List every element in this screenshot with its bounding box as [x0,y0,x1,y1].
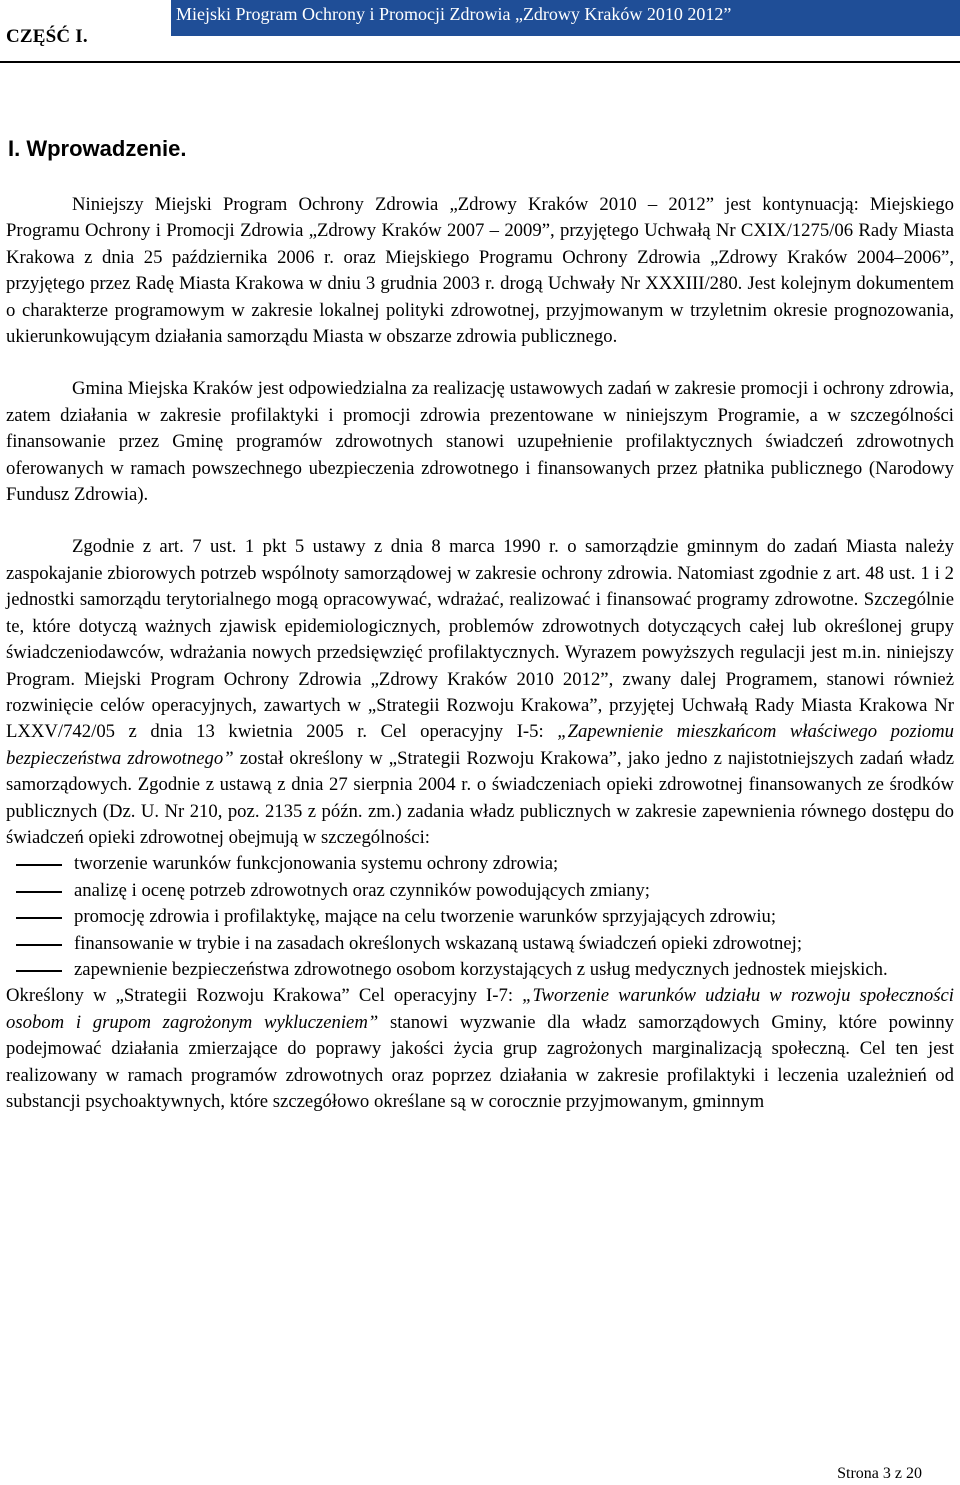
part-label: CZĘŚĆ I. [6,26,88,47]
list-item [6,957,954,983]
list-item-text: analizę i ocenę potrzeb zdrowotnych oraz czynników powodujących zmiany; [74,879,650,901]
paragraph-4-text-a: Określony w „Strategii Rozwoju Krakowa” Cel operacyjny I-7: [6,985,523,1007]
dash-bullet-icon [16,970,62,972]
paragraph-3 [6,534,954,851]
list-item-text: tworzenie warunków funkcjonowania systemu ochrony zdrowia; [74,853,559,875]
section-title: I. Wprowadzenie. [8,136,187,161]
list-item-text: promocję zdrowia i profilaktykę, mające na celu tworzenie warunków sprzyjających zdrowiu; [74,906,777,928]
header-title: Miejski Program Ochrony i Promocji Zdrowia „Zdrowy Kraków 2010 2012” [176,4,732,24]
paragraph-4-text-b: stanowi wyzwanie dla władz samorządowych Gminy, które powinny podejmować działania zmierzające do poprawy jakości życia grup zagrożonych marginalizacją społeczną. Cel ten jest realizowany w ramach programów zdrowotnych oraz poprzez działania w zakresie profilaktyki i leczenia uzależnień od substancji psychoaktywnych, które szczegółowo określane są w corocznie przyjmowanym, gminnym [6,1011,955,1112]
dash-bullet-icon [16,944,62,946]
list-item-text: finansowanie w trybie i na zasadach określonych wskazaną ustawą świadczeń opieki zdrowotnej; [74,932,803,954]
task-list [6,851,954,983]
list-item [6,851,954,877]
page-header [0,0,960,62]
dash-bullet-icon [16,891,62,893]
header-rule [0,61,960,63]
list-item [6,904,954,930]
paragraph-3-emphasis: „Zapewnienie mieszkańcom właściwego poziomu bezpieczeństwa zdrowotnego” [6,721,954,769]
paragraph-4-emphasis: „Tworzenie warunków udziału w rozwoju społeczności osobom i grupom zagrożonym wykluczeniem” [6,985,955,1033]
paragraph-3-text-a: Zgodnie z art. 7 ust. 1 pkt 5 ustawy z dnia 8 marca 1990 r. o samorządzie gminnym do zadań Miasta należy zaspokajanie zbiorowych potrzeb wspólnoty samorządowej w zakresie ochrony zdrowia. Natomiast zgodnie z art. 48 ust. 1 i 2 jednostki samorządu terytorialnego mogą opracowywać, wdrażać, realizować i finansować programy zdrowotne. Szczególnie te, które dotyczą ważnych zjawisk epidemiologicznych, problemów zdrowotnych dotyczących całej lub określonej grupy świadczeniodawców, wdrażania nowych przedsięwzięć profilaktycznych. Wyrazem powyższych regulacji jest m.in. niniejszy Program. Miejski Program Ochrony Zdrowia „Zdrowy Kraków 2010 2012”, zwany dalej Programem, stanowi również rozwinięcie celów operacyjnych, zawartych w „Strategii Rozwoju Krakowa”, przyjętej Uchwałą Rady Miasta Krakowa Nr LXXV/742/05 z dnia 13 kwietnia 2005 r. Cel operacyjny I-5: [6,536,954,743]
dash-bullet-icon [16,864,62,866]
list-item [6,931,954,957]
list-item [6,878,954,904]
page-number: Strona 3 z 20 [837,1465,922,1482]
dash-bullet-icon [16,917,62,919]
paragraph-4 [6,983,954,1115]
paragraph-2: Gmina Miejska Kraków jest odpowiedzialna za realizację ustawowych zadań w zakresie promocji i ochrony zdrowia, zatem działania w zakresie profilaktyki i promocji zdrowia prezentowane w niniejszym Programie, a w szczególności finansowanie przez Gminę programów zdrowotnych stanowi uzupełnienie profilaktycznych świadczeń zdrowotnych oferowanych w ramach powszechnego ubezpieczenia zdrowotnego i finansowanych przez płatnika publicznego (Narodowy Fundusz Zdrowia). [6,378,954,506]
body-text [6,192,954,1115]
paragraph-1: Niniejszy Miejski Program Ochrony Zdrowia „Zdrowy Kraków 2010 – 2012” jest kontynuacją: Miejskiego Programu Ochrony i Promocji Zdrowia „Zdrowy Kraków 2007 – 2009”, przyjętego Uchwałą Nr CXIX/1275/06 Rady Miasta Krakowa z dnia 25 października 2006 r. oraz Miejskiego Programu Ochrony Zdrowia „Zdrowy Kraków 2004–2006”, przyjętego przez Radę Miasta Krakowa w dniu 3 grudnia 2003 r. drogą Uchwały Nr XXXIII/280. Jest kolejnym dokumentem o charakterze programowym w zakresie lokalnej polityki zdrowotnej, przyjmowanym w trzyletnim okresie prognozowania, ukierunkowującym działania samorządu Miasta w obszarze zdrowia publicznego. [6,194,954,348]
paragraph-3-text-b: został określony w „Strategii Rozwoju Krakowa”, jako jedno z najistotniejszych zadań władz samorządowych. Zgodnie z ustawą z dnia 27 sierpnia 2004 r. o świadczeniach opieki zdrowotnej finansowanych ze środków publicznych (Dz. U. Nr 210, poz. 2135 z późn. zm.) zadania władz publicznych w zakresie zapewnienia równego dostępu do świadczeń opieki zdrowotnej obejmują w szczególności: [6,747,954,848]
list-item-text: zapewnienie bezpieczeństwa zdrowotnego osobom korzystających z usług medycznych jednostek miejskich. [74,958,888,980]
